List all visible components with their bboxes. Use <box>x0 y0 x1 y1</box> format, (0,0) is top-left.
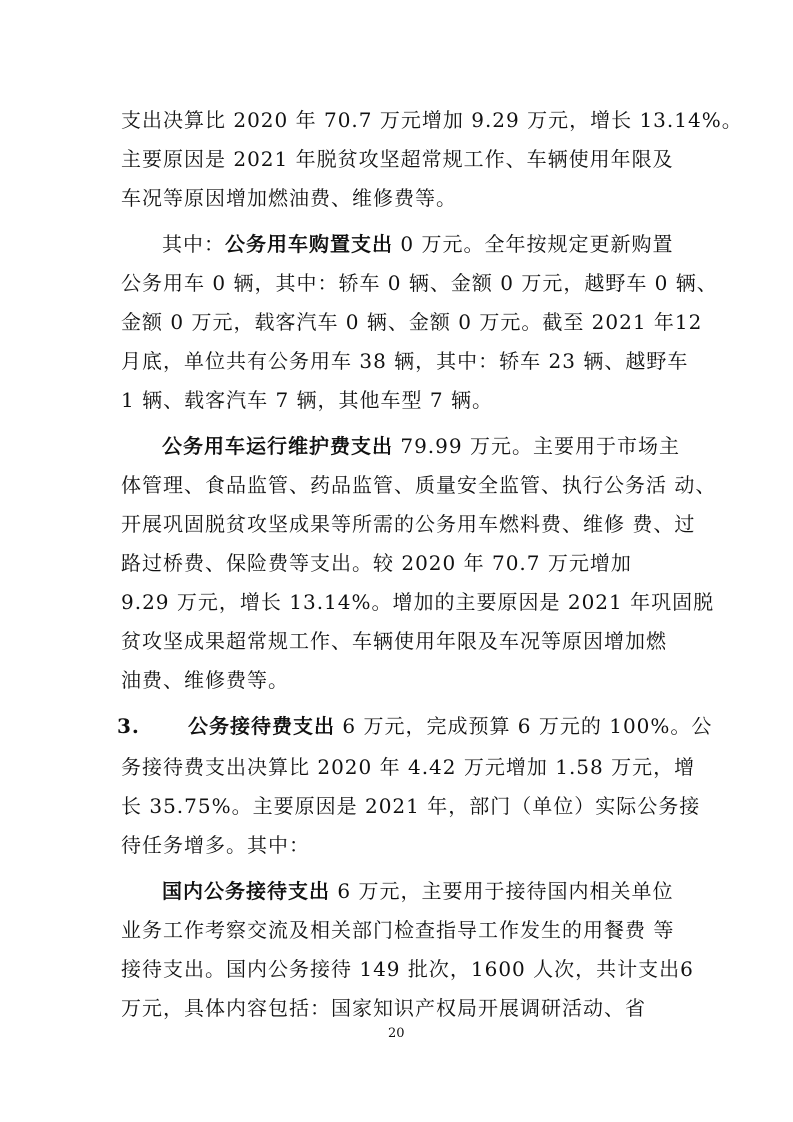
paragraph-line <box>121 386 493 414</box>
paragraph-line <box>121 106 743 134</box>
paragraph-line <box>121 471 716 499</box>
text-span: 路过桥费、保险费等支出。较 2020 年 70.7 万元增加 <box>121 551 632 575</box>
text-span: 6 万元，完成预算 6 万元的 100%。公 <box>335 714 713 738</box>
text-span: 开展巩固脱贫攻坚成果等所需的公务用车燃料费、维修 费、过 <box>121 512 696 536</box>
paragraph-line <box>121 753 695 781</box>
paragraph-line <box>121 792 700 820</box>
paragraph-line <box>121 831 310 859</box>
bold-heading: 公务用车运行维护费支出 <box>162 434 393 458</box>
section-number <box>117 712 140 740</box>
paragraph-line <box>162 432 680 460</box>
text-span: 油费、维修费等。 <box>121 668 289 692</box>
bold-heading: 国内公务接待支出 <box>162 879 330 903</box>
bold-heading: 3. <box>117 714 140 738</box>
text-span: 业务工作考察交流及相关部门检查指导工作发生的用餐费 等 <box>121 918 675 942</box>
bold-heading: 公务接待费支出 <box>188 714 335 738</box>
text-span: 1 辆、载客汽车 7 辆，其他车型 7 辆。 <box>121 388 493 412</box>
paragraph-line <box>162 230 673 258</box>
text-span: 贫攻坚成果超常规工作、车辆使用年限及车况等原因增加燃 <box>121 629 667 653</box>
text-span: 体管理、食品监管、药品监管、质量安全监管、执行公务活 动、 <box>121 473 717 497</box>
paragraph-line <box>162 877 673 905</box>
paragraph-line <box>121 627 667 655</box>
text-span: 其中： <box>162 232 225 256</box>
text-span: 接待支出。国内公务接待 149 批次，1600 人次，共计支出6 <box>121 957 694 981</box>
paragraph-line <box>121 666 289 694</box>
paragraph-line <box>121 549 632 577</box>
text-span: 务接待费支出决算比 2020 年 4.42 万元增加 1.58 万元，增 <box>121 755 696 779</box>
paragraph-line <box>121 955 694 983</box>
text-span: 万元，具体内容包括：国家知识产权局开展调研活动、省 <box>121 996 646 1020</box>
paragraph-line <box>121 510 695 538</box>
text-span: 待任务增多。其中： <box>121 833 310 857</box>
paragraph-line <box>121 184 457 212</box>
text-span: 公务用车 0 辆，其中：轿车 0 辆、金额 0 万元，越野车 0 辆、 <box>121 271 718 295</box>
text-span: 支出决算比 2020 年 70.7 万元增加 9.29 万元，增长 13.14%。 <box>121 108 743 132</box>
paragraph-line <box>121 916 674 944</box>
bold-heading: 公务用车购置支出 <box>225 232 393 256</box>
paragraph-line <box>121 269 718 297</box>
text-span: 车况等原因增加燃油费、维修费等。 <box>121 186 457 210</box>
paragraph-line <box>121 588 714 616</box>
text-span: 长 35.75%。主要原因是 2021 年，部门（单位）实际公务接 <box>121 794 701 818</box>
paragraph-line <box>121 994 646 1022</box>
page-number: 20 <box>388 1026 405 1041</box>
paragraph-line <box>121 308 702 336</box>
text-span: 金额 0 万元，载客汽车 0 辆、金额 0 万元。截至 2021 年12 <box>121 310 703 334</box>
paragraph-line <box>121 145 674 173</box>
text-span: 月底，单位共有公务用车 38 辆，其中：轿车 23 辆、越野车 <box>121 349 689 373</box>
text-span: 79.99 万元。主要用于市场主 <box>393 434 680 458</box>
text-span: 主要原因是 2021 年脱贫攻坚超常规工作、车辆使用年限及 <box>121 147 674 171</box>
text-span: 0 万元。全年按规定更新购置 <box>393 232 674 256</box>
text-span: 6 万元，主要用于接待国内相关单位 <box>330 879 674 903</box>
paragraph-line <box>188 712 712 740</box>
paragraph-line <box>121 347 688 375</box>
text-span: 9.29 万元，增长 13.14%。增加的主要原因是 2021 年巩固脱 <box>121 590 715 614</box>
